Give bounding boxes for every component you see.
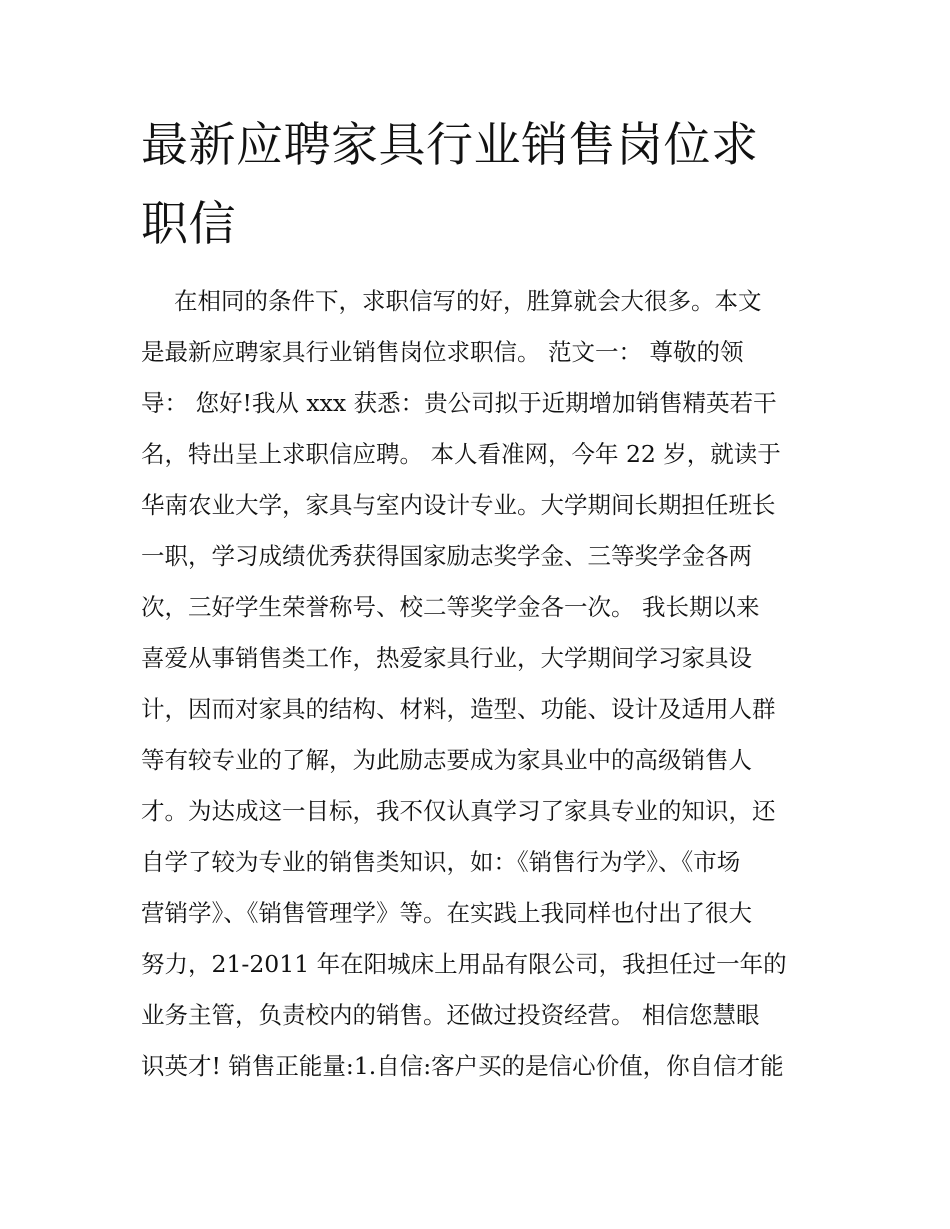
body-line-12: 自学了较为专业的销售类知识，如：《销售行为学》、《市场 [141,848,741,876]
body-line-7: 次，三好学生荣誉称号、校二等奖学金各一次。 我长期以来 [141,593,760,621]
body-line-14: 努力，21-2011 年在阳城床上用品有限公司，我担任过一年的 [141,950,787,978]
body-line-11: 才。为达成这一目标，我不仅认真学习了家具专业的知识，还 [141,797,776,825]
body-line-3: 导： 您好!我从 xxx 获悉：贵公司拟于近期增加销售精英若干 [141,389,777,417]
body-line-4: 名，特出呈上求职信应聘。 本人看准网，今年 22 岁，就读于 [141,440,781,468]
document-title-line-2: 职信 [141,197,236,252]
body-line-9: 计，因而对家具的结构、材料，造型、功能、设计及适用人群 [141,695,776,723]
body-line-6: 一职，学习成绩优秀获得国家励志奖学金、三等奖学金各两 [141,542,752,570]
body-line-5: 华南农业大学，家具与室内设计专业。大学期间长期担任班长 [141,491,776,519]
body-line-1: 在相同的条件下，求职信写的好，胜算就会大很多。本文 [174,287,762,315]
body-line-8: 喜爱从事销售类工作，热爱家具行业，大学期间学习家具设 [141,644,752,672]
body-line-13: 营销学》、《销售管理学》等。在实践上我同样也付出了很大 [141,899,752,927]
document-title-line-1: 最新应聘家具行业销售岗位求 [141,118,759,173]
body-line-10: 等有较专业的了解，为此励志要成为家具业中的高级销售人 [141,746,752,774]
body-line-2: 是最新应聘家具行业销售岗位求职信。 范文一： 尊敬的领 [141,338,744,366]
body-line-16: 识英才! 销售正能量:1.自信:客户买的是信心价值，你自信才能 [141,1052,784,1080]
body-line-15: 业务主管，负责校内的销售。还做过投资经营。 相信您慧眼 [141,1001,760,1029]
